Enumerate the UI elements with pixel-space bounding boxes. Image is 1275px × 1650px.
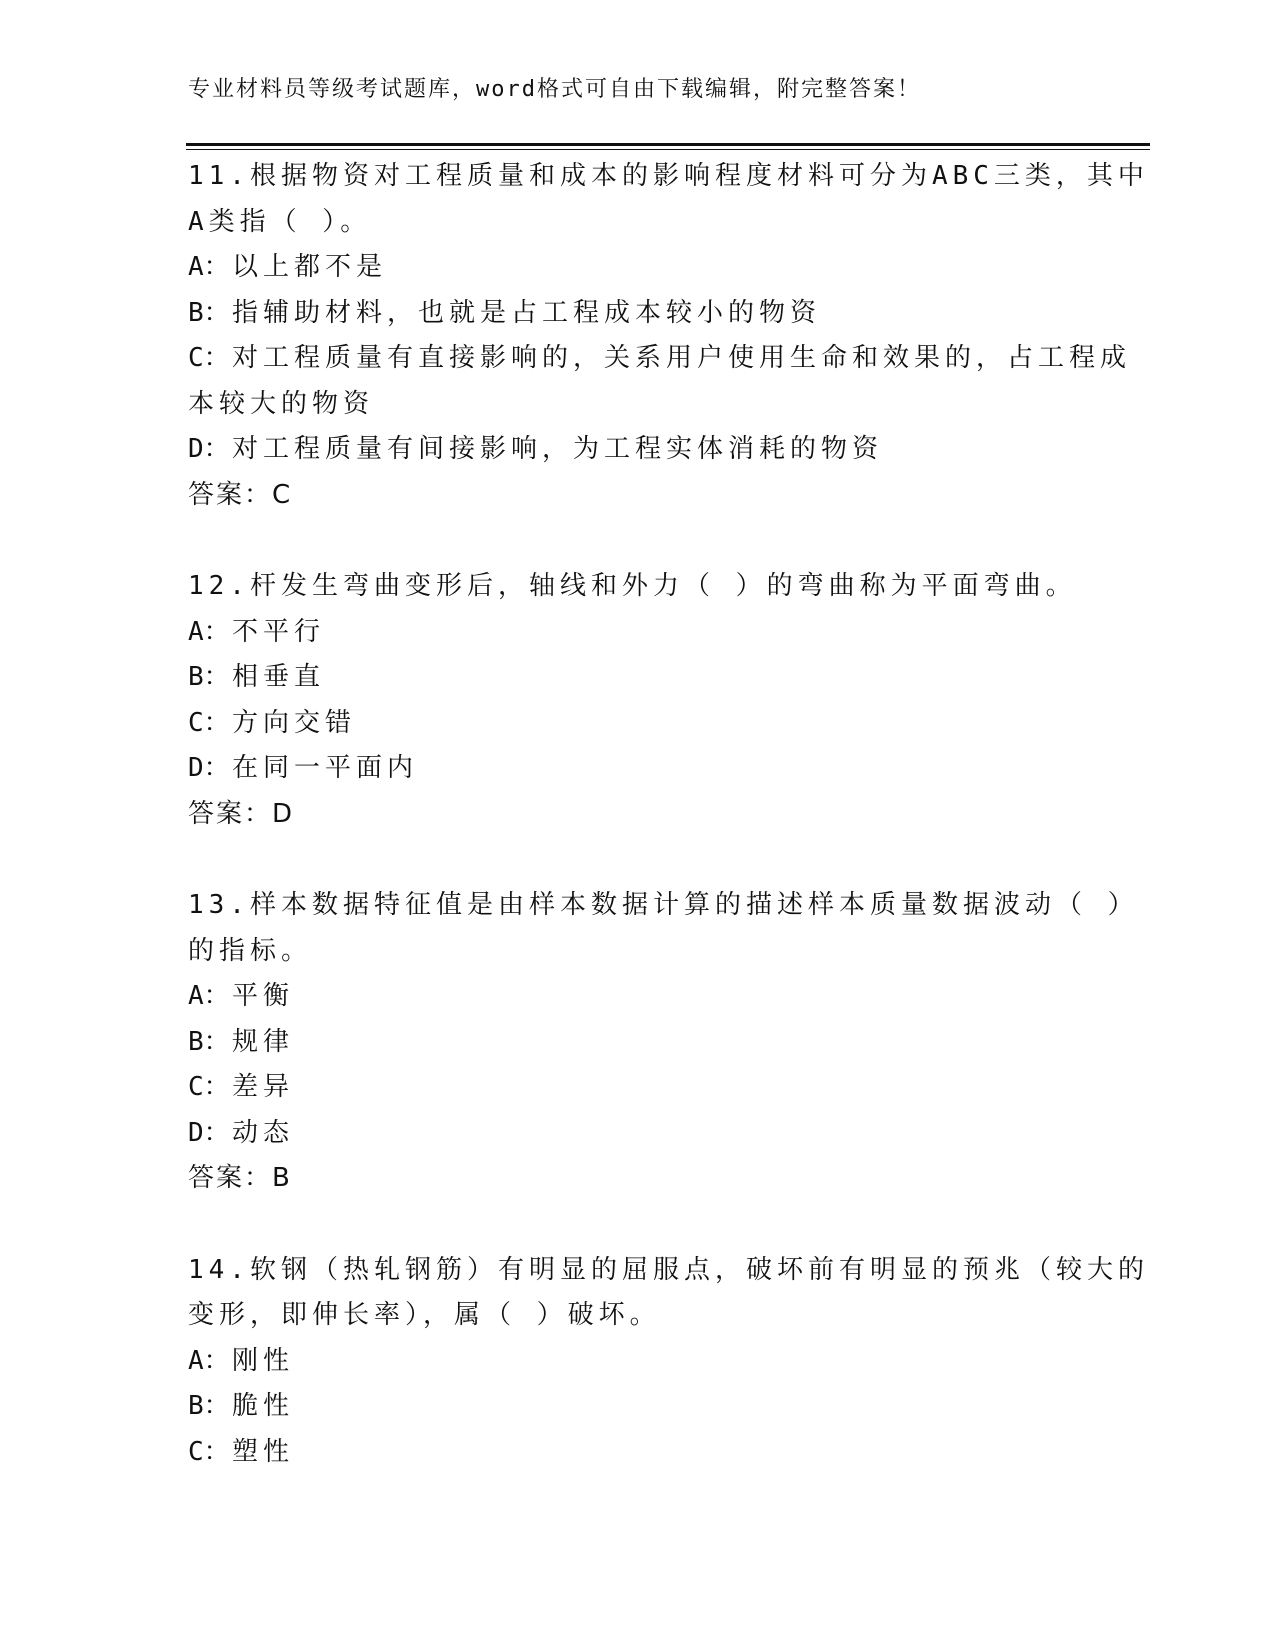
option-text: 以上都不是 [232, 252, 388, 282]
question-block [188, 883, 1139, 1202]
option-letter: B： [188, 1026, 230, 1057]
option-letter: B： [188, 662, 230, 692]
option-text: 指辅助材料，也就是占工程成本较小的物资 [232, 297, 822, 328]
option-text: 脆性 [232, 1391, 295, 1421]
option-row [188, 382, 1088, 428]
option-letter: A： [188, 252, 230, 282]
question-list [188, 154, 1149, 1521]
option-row [188, 610, 1088, 656]
option-text: 平衡 [232, 981, 295, 1011]
option-letter: C： [188, 1072, 230, 1102]
answer-line: 答案：C [188, 479, 293, 510]
option-text: 对工程质量有间接影响，为工程实体消耗的物资 [232, 434, 884, 464]
header-rule-thick [186, 143, 1150, 146]
option-row [188, 701, 1088, 747]
option-row [188, 655, 1088, 701]
option-row [188, 336, 1132, 382]
question-block [188, 564, 1088, 837]
option-letter: C： [188, 1436, 230, 1467]
option-row [188, 1020, 1088, 1066]
option-text: 相垂直 [232, 662, 326, 692]
question-stem: 11.根据物资对工程质量和成本的影响程度材料可分为ABC三类，其中 [188, 161, 1149, 191]
option-text: 动态 [232, 1117, 295, 1148]
option-letter: D： [188, 753, 230, 783]
option-text: 塑性 [232, 1436, 295, 1467]
question-stem: 13.样本数据特征值是由样本数据计算的描述样本质量数据波动（ ） [188, 890, 1139, 920]
option-text: 在同一平面内 [232, 753, 419, 783]
option-row [188, 245, 1088, 291]
option-row [188, 1430, 1088, 1476]
option-row [188, 291, 1088, 337]
question-block [188, 154, 1149, 518]
option-text: 对工程质量有直接影响的，关系用户使用生命和效果的，占工程成 [232, 343, 1132, 373]
option-text: 不平行 [232, 616, 326, 647]
option-text: 方向交错 [232, 707, 357, 738]
answer-line: 答案：D [188, 798, 295, 829]
option-letter: B： [188, 297, 230, 328]
option-text: 本较大的物资 [188, 388, 375, 419]
option-letter: C： [188, 707, 230, 738]
option-letter: A： [188, 981, 230, 1011]
option-text: 差异 [232, 1072, 295, 1102]
option-letter: B： [188, 1391, 230, 1421]
option-row [188, 1384, 1088, 1430]
question-stem: 变形，即伸长率），属（ ）破坏。 [188, 1300, 661, 1330]
option-row [188, 1111, 1088, 1157]
question-stem: A类指（ ）。 [188, 206, 372, 237]
option-letter: D： [188, 1117, 230, 1148]
header-rule-thin [186, 149, 1150, 150]
option-letter: A： [188, 1345, 230, 1376]
question-stem: 的指标。 [188, 935, 313, 966]
page-header: 专业材料员等级考试题库，word格式可自由下载编辑，附完整答案！ [188, 77, 921, 102]
question-stem: 14.软钢（热轧钢筋）有明显的屈服点，破坏前有明显的预兆（较大的 [188, 1254, 1149, 1285]
option-row [188, 974, 1088, 1020]
question-stem: 12.杆发生弯曲变形后，轴线和外力（ ）的弯曲称为平面弯曲。 [188, 571, 1077, 601]
answer-line: 答案：B [188, 1163, 292, 1193]
option-row [188, 1065, 1088, 1111]
option-letter: D： [188, 434, 230, 464]
option-row [188, 746, 1088, 792]
option-letter: C： [188, 343, 230, 373]
option-letter: A： [188, 616, 230, 647]
question-block [188, 1248, 1149, 1476]
option-row [188, 427, 1088, 473]
option-text: 刚性 [232, 1345, 295, 1376]
option-text: 规律 [232, 1026, 295, 1057]
option-row [188, 1339, 1088, 1385]
